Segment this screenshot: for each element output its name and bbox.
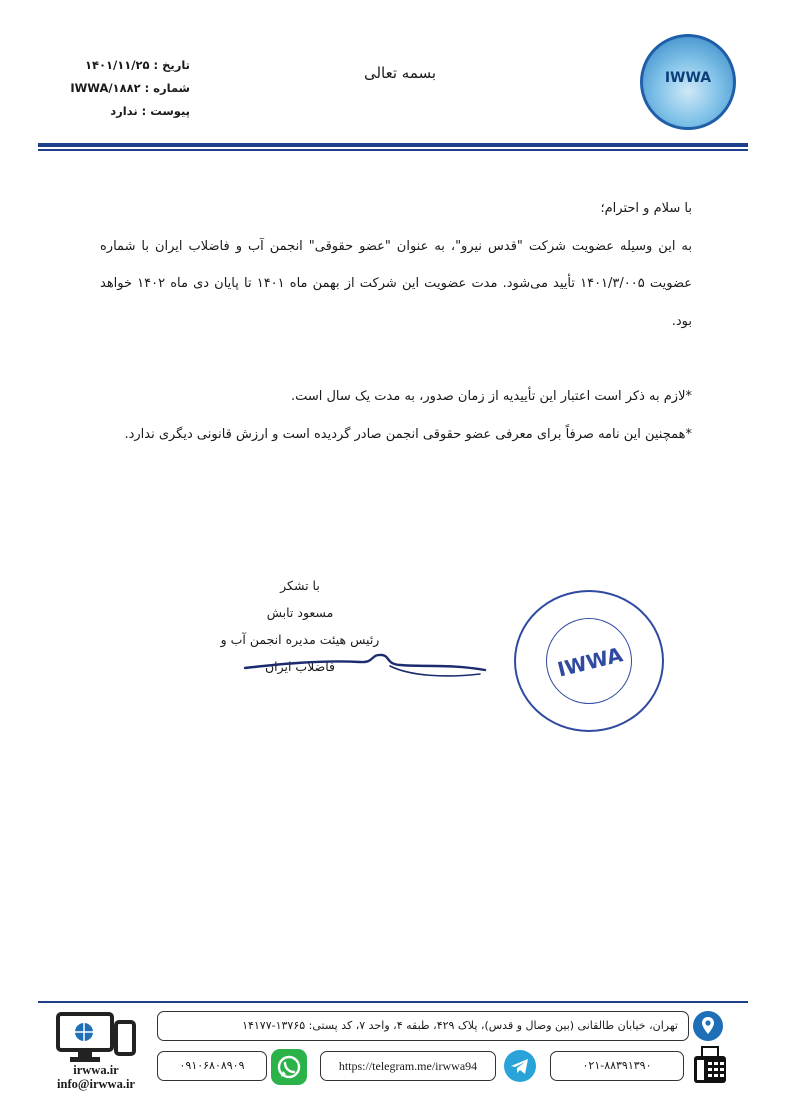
telegram-link[interactable]: https://telegram.me/irwwa94 — [320, 1051, 496, 1081]
main-paragraph: به این وسیله عضویت شرکت "قدس نیرو"، به عنوان "عضو حقوقی" انجمن آب و فاضلاب ایران با شماره عضویت ۱۴۰۱/۳/۰۰۵ تأیید می‌شود. مدت عضویت این شرکت از بهمن ماه ۱۴۰۱ تا پایان دی ماه ۱۴۰۲ خواهد بود. — [100, 238, 692, 329]
note-validity: *لازم به ذکر است اعتبار این تأییدیه از زمان صدور، به مدت یک سال است. — [290, 389, 692, 404]
footer-rule — [38, 1001, 748, 1003]
stamp-text: IWWA — [555, 642, 625, 682]
basmala-heading: بسمه تعالی — [363, 64, 437, 82]
greeting: با سلام و احترام؛ — [600, 201, 692, 216]
contact-web — [44, 1063, 148, 1091]
telegram-icon — [504, 1050, 536, 1082]
letter-meta — [40, 54, 190, 123]
date-line: تاریخ : ۱۴۰۱/۱۱/۲۵ — [84, 58, 190, 72]
closing: با تشکر — [280, 578, 320, 593]
handwritten-signature — [240, 646, 490, 686]
logo-text: IWWA — [664, 70, 712, 86]
signer-name: مسعود تابش — [266, 605, 334, 620]
phone-box: ۰۲۱-۸۸۳۹۱۳۹۰ — [550, 1051, 684, 1081]
letter-body — [100, 190, 692, 453]
web-devices-icon — [54, 1010, 140, 1066]
number-line: شماره : IWWA/۱۸۸۲ — [70, 81, 190, 95]
header-rule-thick — [38, 143, 748, 147]
mobile-box: ۰۹۱۰۶۸۰۸۹۰۹ — [157, 1051, 267, 1081]
address-box: تهران، خیابان طالقانی (بین وصال و قدس)، پلاک ۴۲۹، طبقه ۴، واحد ۷، کد پستی: ۱۳۷۶۵-۱۴۱۷۷ — [157, 1011, 689, 1041]
location-pin-icon — [693, 1011, 723, 1041]
email-text[interactable]: info@irwwa.ir — [57, 1077, 135, 1091]
header-rule-thin — [38, 149, 748, 151]
attachment-line: پیوست : ندارد — [110, 104, 190, 118]
signer-title: رئیس هیئت مدیره انجمن آب و فاضلاب ایران — [220, 632, 380, 674]
fax-icon — [693, 1046, 727, 1084]
website-text[interactable]: irwwa.ir — [73, 1063, 119, 1077]
whatsapp-icon — [271, 1049, 307, 1085]
note-legal: *همچنین این نامه صرفاً برای معرفی عضو حقوقی انجمن صادر گردیده است و ارزش قانونی دیگری ندارد. — [124, 426, 692, 442]
